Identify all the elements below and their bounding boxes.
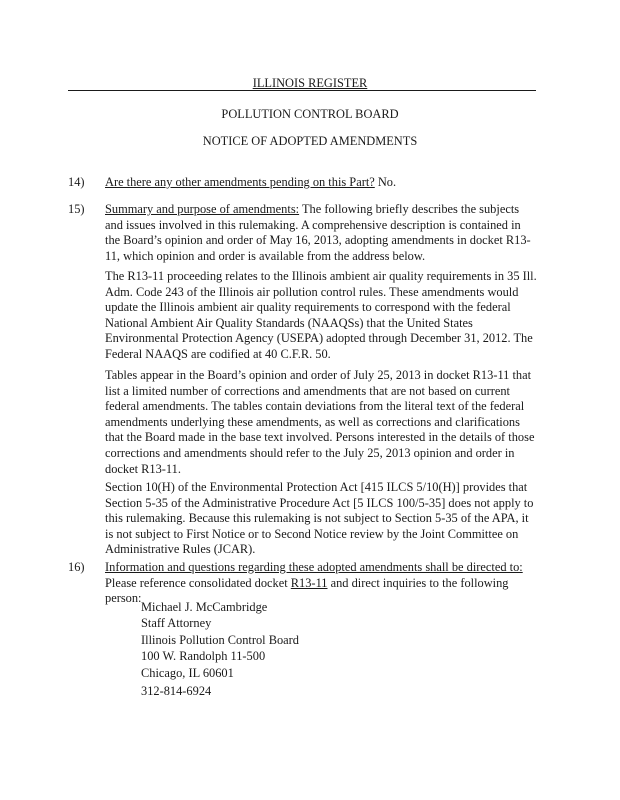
contact-phone-block [141,684,441,700]
summary-intro: The following briefly describes the subjects and issues involved in this rulemaking. A comprehensive description is contained in the Board’s opinion and order of May 16, 2013, adopting amendments in docket R13-11, which opinion and order is available from the address below. [105,202,531,263]
item-heading: Information and questions regarding these adopted amendments shall be directed to: [105,560,523,574]
instruction-text: Please reference consolidated docket [105,575,291,590]
item-number: 14) [68,175,85,189]
body-paragraph: Tables appear in the Board’s opinion and order of July 25, 2013 in docket R13-11 that list a limited number of corrections and amendments that are not based on current federal amendments. The tables contain deviations from the literal text of the federal amendments underlying these amendments, as well as corrections and clarifications that the Board made in the base text involved. Persons interested in the details of those corrections and amendments should refer to the July 25, 2013 opinion and order in docket R13-11. [105,368,535,476]
item-content [105,202,537,264]
contact-city: Chicago, IL 60601 [141,665,234,680]
board-name: POLLUTION CONTROL BOARD [221,107,399,121]
contact-organization: Illinois Pollution Control Board [141,632,299,647]
contact-name: Michael J. McCambridge [141,600,268,614]
contact-block [141,600,441,682]
docket-reference: R13-11 [290,575,328,590]
header-rule [68,90,536,91]
contact-title: Staff Attorney [141,616,212,631]
contact-phone: 312-814-6924 [141,684,212,698]
item-answer: No. [374,175,397,189]
body-paragraph: Section 10(H) of the Environmental Protection Act [415 ILCS 5/10(H)] provides that Section 5-35 of the Administrative Procedure Act [5 ILCS 100/5-35] does not apply to this rulemaking. Because this rulemaking is not subject to Section 5-35 of the APA, it is not subject to First Notice or to Second Notice review by the Joint Committee on Administrative Rules (JCAR). [105,480,534,557]
summary-paragraph [105,202,537,264]
item-heading: Summary and purpose of amendments: [105,202,300,216]
item-content [105,175,537,191]
register-title: ILLINOIS REGISTER [252,76,368,90]
instruction-text: and direct inquiries to the following person: [105,575,509,606]
item-content [105,269,537,363]
item-question: Are there any other amendments pending on this Part? [105,175,375,189]
item-number: 16) [68,560,85,574]
body-paragraph: The R13-11 proceeding relates to the Illinois ambient air quality requirements in 35 Ill. Adm. Code 243 of the Illinois air pollution control rules. These amendments would update the Illinois ambient air quality requirements to correspond with the federal National Ambient Air Quality Standards (NAAQSs) that the United States Environmental Protection Agency (USEPA) adopted through December 31, 2012. The Federal NAAQS are codified at 40 C.F.R. 50. [105,269,537,361]
item-content [105,480,537,558]
notice-title: NOTICE OF ADOPTED AMENDMENTS [202,134,418,148]
item-content [105,368,537,477]
item-number: 15) [68,202,85,216]
contact-street: 100 W. Randolph 11-500 [141,649,266,664]
